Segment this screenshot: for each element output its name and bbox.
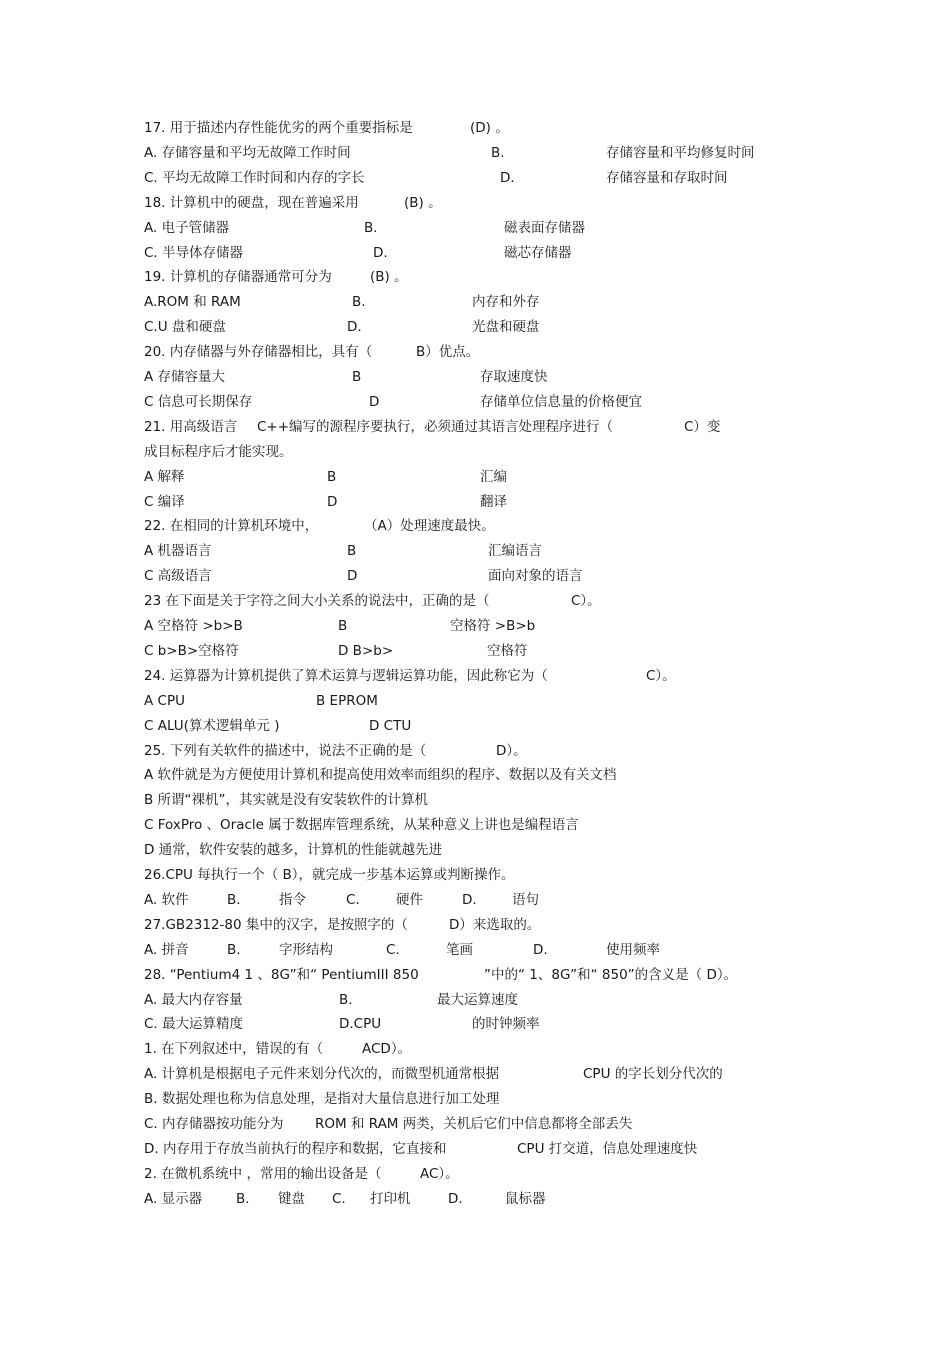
text-line	[0, 689, 950, 714]
text-segment: 22. 在相同的计算机环境中，	[144, 518, 319, 535]
text-line	[0, 838, 950, 863]
text-segment: (B) 。	[370, 269, 408, 286]
text-segment: 空格符	[487, 642, 528, 659]
text-segment: 光盘和硬盘	[472, 319, 540, 336]
text-line	[0, 415, 950, 440]
text-line	[0, 589, 950, 614]
text-segment: C. 最大运算精度	[144, 1016, 244, 1033]
text-segment: 汇编	[480, 468, 507, 485]
text-segment: C）变	[684, 418, 721, 435]
text-line	[0, 1162, 950, 1187]
text-line	[0, 988, 950, 1013]
text-segment: A 存储容量大	[144, 369, 226, 385]
text-segment: A 软件就是为方便使用计算机和提高使用效率而组织的程序、数据以及有关文档	[144, 767, 617, 784]
text-segment: 26.CPU 每执行一个（ B），就完成一步基本运算或判断操作。	[144, 867, 515, 883]
text-line	[0, 440, 950, 465]
text-segment: D.	[448, 1190, 463, 1207]
text-segment: 键盘	[278, 1190, 305, 1207]
text-segment: 存储单位信息量的价格便宜	[480, 393, 642, 410]
text-line	[0, 340, 950, 365]
text-segment: 鼠标器	[505, 1190, 546, 1207]
text-segment: A.ROM 和 RAM	[144, 294, 241, 311]
text-segment: 磁表面存储器	[504, 219, 585, 236]
text-segment: D. 内存用于存放当前执行的程序和数据，它直接和	[144, 1140, 447, 1157]
text-line	[0, 365, 950, 390]
text-line	[0, 539, 950, 564]
text-segment: B EPROM	[316, 692, 378, 709]
text-segment: 磁芯存储器	[504, 244, 572, 261]
text-segment: B 所谓“裸机”，其实就是没有安装软件的计算机	[144, 792, 429, 809]
text-line	[0, 265, 950, 290]
text-segment: C）。	[571, 593, 601, 610]
text-segment: 空格符 >B>b	[450, 618, 536, 634]
text-line	[0, 639, 950, 664]
text-segment: 字形结构	[279, 941, 333, 958]
text-segment: 面向对象的语言	[488, 568, 583, 585]
text-segment: 存取速度快	[480, 369, 548, 385]
text-line	[0, 514, 950, 539]
text-segment: 指令	[279, 891, 306, 908]
text-line	[0, 241, 950, 266]
text-line	[0, 1187, 950, 1212]
text-line	[0, 1112, 950, 1137]
text-segment: D	[347, 568, 358, 585]
text-line	[0, 1062, 950, 1087]
text-segment: A. 电子管储器	[144, 219, 230, 236]
text-segment: 27.GB2312-80 集中的汉字，是按照字的（	[144, 916, 408, 933]
text-segment: C ALU(算术逻辑单元 )	[144, 717, 280, 734]
text-segment: (B) 。	[404, 194, 442, 211]
text-segment: A CPU	[144, 692, 185, 709]
text-line	[0, 465, 950, 490]
text-segment: D.	[347, 319, 362, 336]
text-segment: A 空格符 >b>B	[144, 618, 243, 634]
text-line	[0, 1037, 950, 1062]
text-line	[0, 1087, 950, 1112]
text-segment: D）来选取的。	[449, 916, 541, 933]
text-segment: 存储容量和平均修复时间	[606, 144, 755, 161]
text-segment: 硬件	[396, 891, 423, 908]
text-segment: B. 数据处理也称为信息处理，是指对大量信息进行加工处理	[144, 1091, 500, 1108]
text-segment: 存储容量和存取时间	[606, 169, 728, 186]
text-segment: 28. “Pentium4 1 、8G”和“ PentiumIII 850	[144, 966, 419, 983]
text-line	[0, 739, 950, 764]
text-segment: C.	[386, 941, 400, 958]
text-segment: 的时钟频率	[472, 1016, 540, 1033]
text-segment: B	[347, 543, 357, 560]
text-segment: ACD）。	[362, 1041, 412, 1058]
text-line	[0, 813, 950, 838]
text-segment: B.	[364, 219, 378, 236]
text-segment: A 解释	[144, 468, 185, 485]
text-segment: B.	[236, 1190, 250, 1207]
text-segment: 18. 计算机中的硬盘，现在普遍采用	[144, 194, 359, 211]
text-segment: 19. 计算机的存储器通常可分为	[144, 269, 332, 286]
text-segment: 25. 下列有关软件的描述中，说法不正确的是（	[144, 742, 427, 759]
text-segment: (D) 。	[470, 120, 509, 136]
text-segment: D）。	[496, 742, 527, 759]
text-line	[0, 938, 950, 963]
text-segment: 内存和外存	[472, 294, 540, 311]
text-segment: D.	[373, 244, 388, 261]
text-line	[0, 490, 950, 515]
text-segment: C 高级语言	[144, 568, 212, 585]
text-segment: B.	[352, 294, 366, 311]
text-segment: A. 存储容量和平均无故障工作时间	[144, 144, 351, 161]
text-segment: D.CPU	[339, 1016, 382, 1033]
text-segment: 使用频率	[606, 941, 660, 958]
text-segment: 23 在下面是关于字符之间大小关系的说法中，正确的是（	[144, 593, 490, 610]
text-segment: AC）。	[420, 1165, 459, 1182]
text-line	[0, 888, 950, 913]
text-line	[0, 116, 950, 141]
text-segment: D.	[500, 169, 515, 186]
text-segment: C 编译	[144, 493, 185, 510]
text-segment: C b>B>空格符	[144, 642, 239, 659]
text-segment: D.	[533, 941, 548, 958]
text-segment: 汇编语言	[488, 543, 542, 560]
text-line	[0, 913, 950, 938]
text-segment: 1. 在下列叙述中，错误的有（	[144, 1041, 324, 1058]
text-segment: B.	[227, 941, 241, 958]
text-segment: B）优点。	[416, 344, 480, 361]
text-segment: D B>b>	[338, 642, 394, 659]
text-line	[0, 290, 950, 315]
text-line	[0, 166, 950, 191]
text-segment: B	[352, 369, 362, 385]
text-line	[0, 315, 950, 340]
text-segment: A. 软件	[144, 891, 189, 908]
text-segment: B.	[339, 991, 353, 1008]
text-segment: 2. 在微机系统中 ，常用的输出设备是（	[144, 1165, 382, 1182]
text-segment: 24. 运算器为计算机提供了算术运算与逻辑运算功能，因此称它为（	[144, 667, 548, 684]
text-segment: B.	[227, 891, 241, 908]
text-segment: A. 最大内存容量	[144, 991, 243, 1008]
text-line	[0, 763, 950, 788]
text-segment: 语句	[512, 891, 539, 908]
text-segment: A. 显示器	[144, 1190, 203, 1207]
text-segment: 最大运算速度	[437, 991, 518, 1008]
text-segment: 打印机	[370, 1190, 411, 1207]
text-segment: C.	[346, 891, 360, 908]
text-segment: C++编写的源程序要执行，必须通过其语言处理程序进行（	[257, 418, 614, 435]
text-segment: D CTU	[369, 717, 412, 734]
text-segment: C.U 盘和硬盘	[144, 319, 226, 336]
text-segment: B.	[491, 144, 505, 161]
text-line	[0, 664, 950, 689]
text-line	[0, 216, 950, 241]
text-segment: 21. 用高级语言	[144, 418, 238, 435]
text-line	[0, 863, 950, 888]
text-line	[0, 963, 950, 988]
text-segment: D 通常，软件安装的越多，计算机的性能就越先进	[144, 842, 443, 859]
text-line	[0, 564, 950, 589]
text-segment: D	[327, 493, 338, 510]
text-line	[0, 141, 950, 166]
text-segment: C.	[332, 1190, 346, 1207]
text-segment: ”中的“ 1、8G”和“ 850”的含义是（ D）。	[484, 966, 738, 983]
text-segment: CPU 的字长划分代次的	[583, 1066, 723, 1083]
text-segment: D	[369, 393, 380, 410]
text-line	[0, 788, 950, 813]
text-segment: 17. 用于描述内存性能优劣的两个重要指标是	[144, 120, 413, 136]
text-segment: ROM 和 RAM 两类，关机后它们中信息都将全部丢失	[315, 1116, 633, 1132]
text-line	[0, 191, 950, 216]
text-segment: C 信息可长期保存	[144, 393, 253, 410]
text-segment: 成目标程序后才能实现。	[144, 443, 293, 460]
text-line	[0, 1137, 950, 1162]
text-segment: CPU 打交道，信息处理速度快	[517, 1140, 698, 1157]
text-segment: 笔画	[446, 941, 473, 958]
text-segment: C. 半导体存储器	[144, 244, 244, 261]
text-segment: D.	[462, 891, 477, 908]
text-line	[0, 1012, 950, 1037]
text-segment: C FoxPro 、Oracle 属于数据库管理系统，从某种意义上讲也是编程语言	[144, 817, 579, 834]
text-segment: C. 平均无故障工作时间和内存的字长	[144, 169, 365, 186]
text-line	[0, 614, 950, 639]
text-line	[0, 390, 950, 415]
text-segment: 20. 内存储器与外存储器相比，具有（	[144, 344, 373, 361]
text-segment: C）。	[646, 667, 676, 684]
text-segment: B	[327, 468, 337, 485]
text-segment: 翻译	[480, 493, 507, 510]
text-segment: （A）处理速度最快。	[364, 518, 495, 535]
text-line	[0, 714, 950, 739]
text-segment: A. 拼音	[144, 941, 189, 958]
text-segment: A 机器语言	[144, 543, 212, 560]
text-segment: A. 计算机是根据电子元件来划分代次的，而微型机通常根据	[144, 1066, 500, 1083]
text-segment: C. 内存储器按功能分为	[144, 1116, 284, 1132]
text-segment: B	[338, 618, 348, 634]
